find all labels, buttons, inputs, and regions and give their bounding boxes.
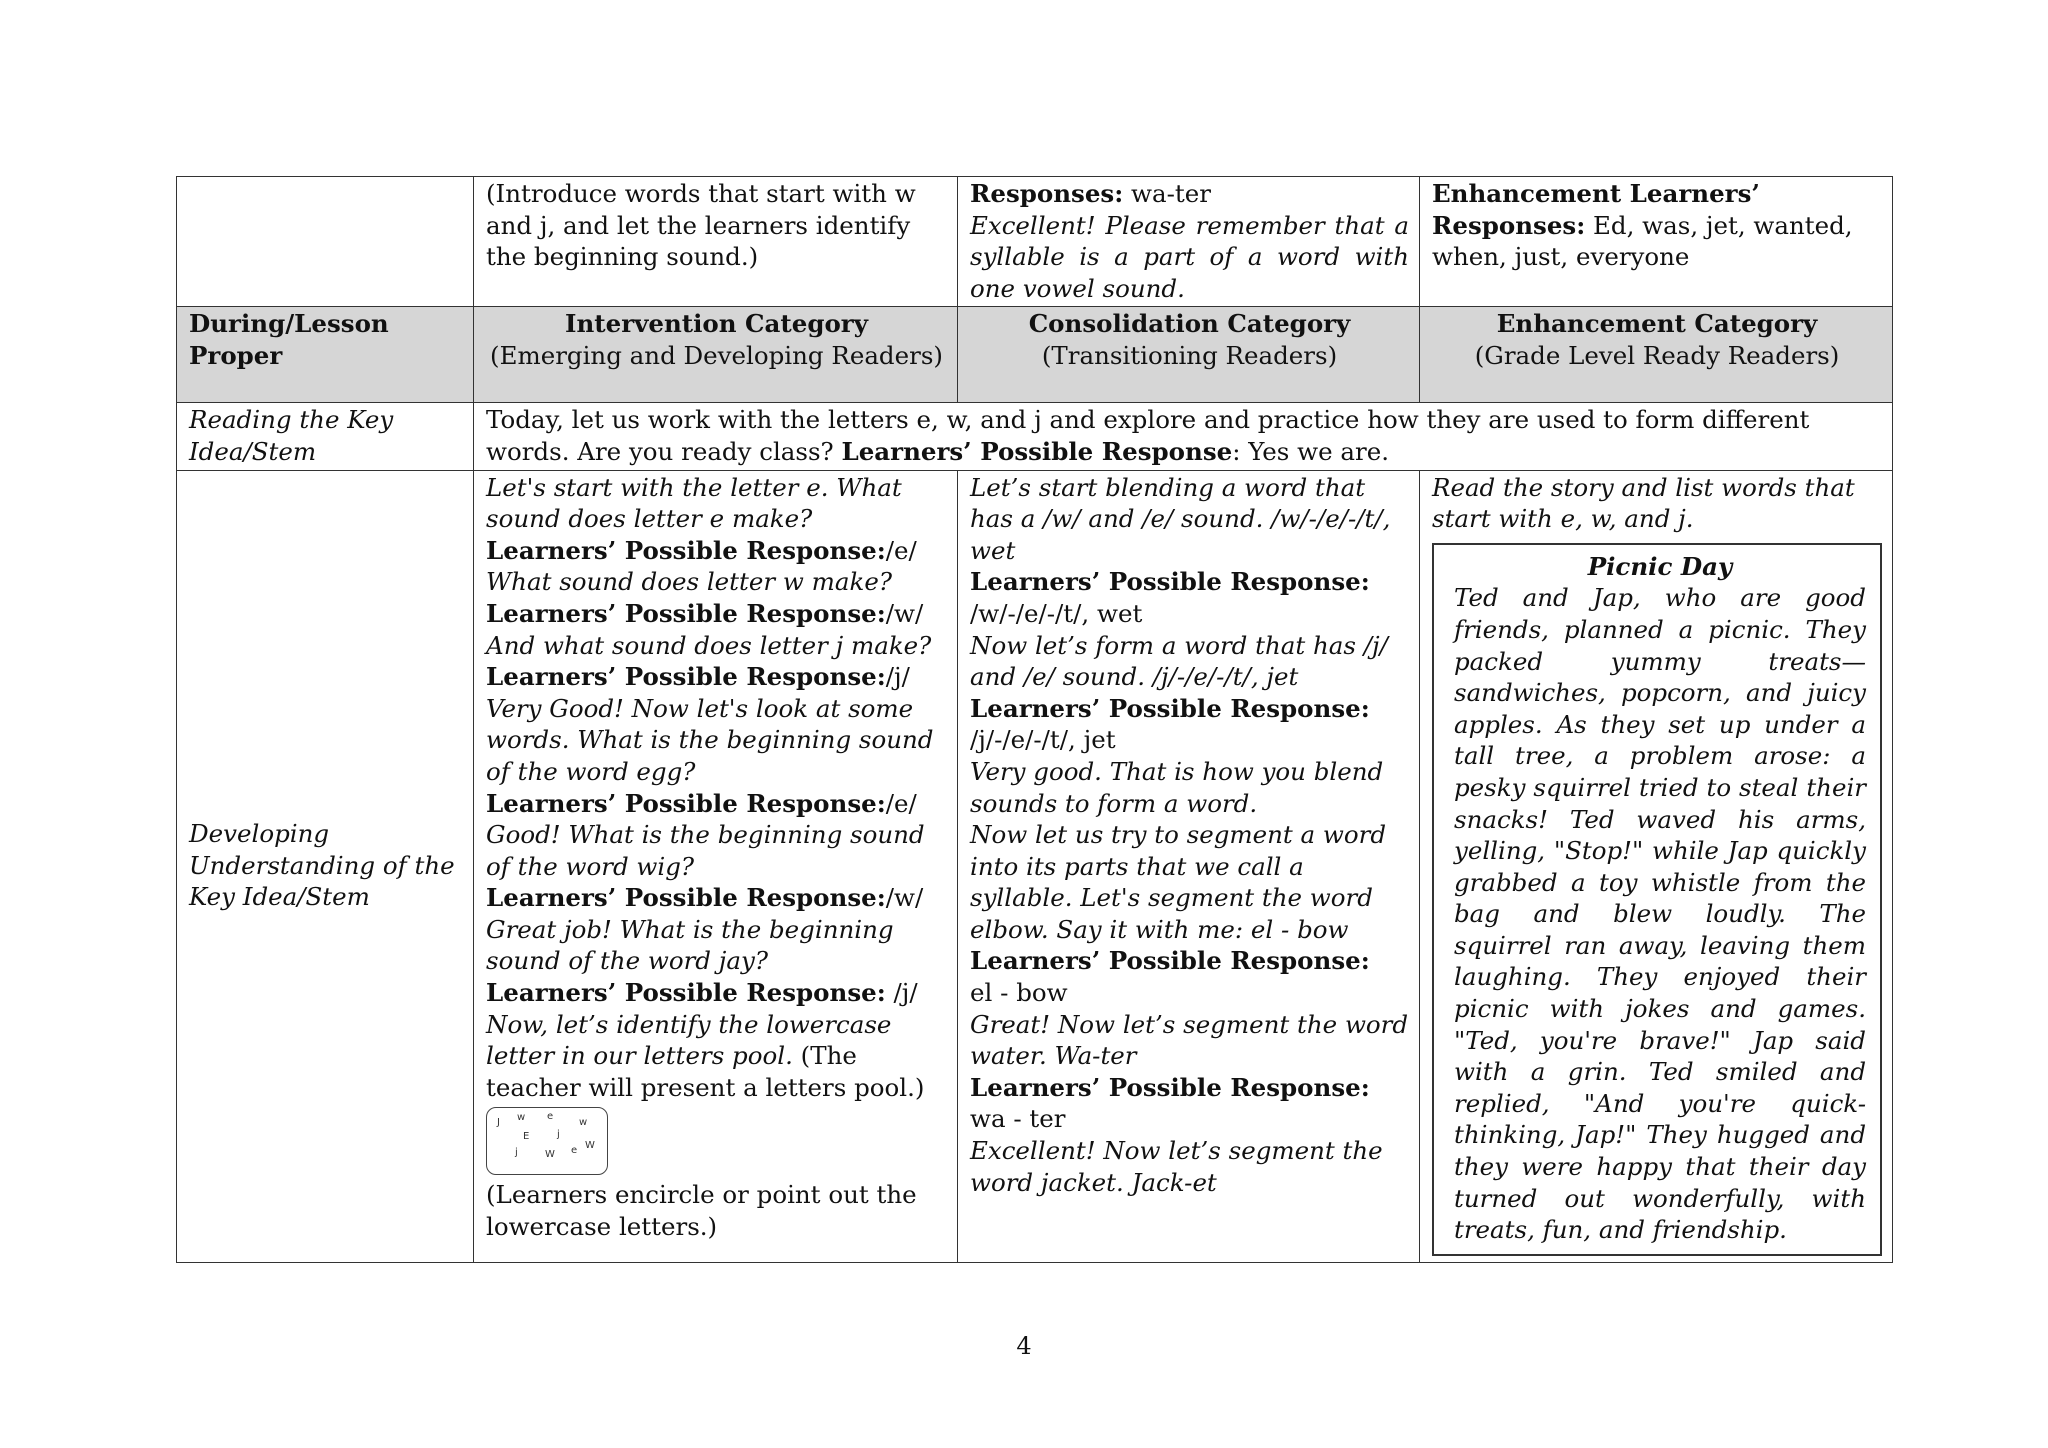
consolidation-header	[958, 307, 1420, 403]
intervention-question: What sound does letter w make?	[486, 567, 892, 597]
response-label: Learners’ Possible Response:	[486, 662, 886, 692]
pool-letter: e	[547, 1111, 554, 1123]
developing-intervention-cell	[474, 470, 958, 1262]
key-idea-label: Reading the Key Idea/Stem	[177, 403, 474, 470]
pool-letter: j	[515, 1147, 518, 1159]
developing-consolidation-cell	[958, 470, 1420, 1262]
pool-letter: J	[497, 1117, 500, 1129]
consolidation-prompt: Great! Now let’s segment the word water. Wa-ter	[970, 1009, 1409, 1071]
letters-pool-note: (The teacher will present a letters pool.)	[486, 1041, 925, 1102]
consolidation-prompt: Now let us try to segment a word into its parts that we call a syllable. Let's segment the word elbow. Say it with me: el - bow	[970, 820, 1387, 944]
consolidation-title: Consolidation Category	[1028, 309, 1351, 339]
category-header-row	[177, 307, 1893, 403]
intervention-closing: (Learners encircle or point out the lowercase letters.)	[486, 1180, 917, 1242]
letters-pool-box	[486, 1107, 608, 1175]
pool-letter: w	[517, 1112, 526, 1124]
consolidation-prompt: Let’s start blending a word that has a /w/ and /e/ sound. /w/-/e/-/t/, wet	[970, 472, 1391, 565]
continuation-row	[177, 177, 1893, 307]
story-box	[1432, 543, 1882, 1256]
response-value: /w/	[885, 598, 924, 628]
phase-title: During/Lesson Proper	[189, 309, 389, 370]
enhancement-instruction: Read the story and list words that start with e, w, and j.	[1432, 472, 1855, 534]
response-label: Learners’ Possible Response:	[486, 598, 886, 628]
response-label: Learners’ Possible Response:	[486, 535, 886, 565]
lesson-plan-table	[176, 176, 1893, 1263]
pool-letter: j	[557, 1129, 560, 1141]
response-label: Learners’ Possible Response:	[970, 567, 1370, 597]
developing-label: Developing Understanding of the Key Idea/Stem	[177, 470, 474, 1262]
consolidation-prompt: Now let’s form a word that has /j/ and /e/ sound. /j/-/e/-/t/, jet	[970, 630, 1388, 692]
enhancement-title: Enhancement Category	[1496, 309, 1818, 339]
response-label: Learners’ Possible Response:	[970, 693, 1370, 723]
key-idea-response-label: Learners’ Possible Response	[841, 436, 1233, 466]
phase-header	[177, 307, 474, 403]
intervention-question: Very Good! Now let's look at some words. What is the beginning sound of the word egg?	[486, 693, 934, 786]
intervention-header	[474, 307, 958, 403]
key-idea-content	[474, 403, 1893, 470]
enhancement-responses-value: Ed, was, jet, wanted, when, just, everyone	[1432, 210, 1853, 272]
letters-pool-prompt: Now, let’s identify the lowercase letter in our letters pool.	[486, 1009, 892, 1071]
response-value: wa - ter	[970, 1104, 1066, 1134]
intervention-question: And what sound does letter j make?	[486, 630, 932, 660]
intervention-subtitle: (Emerging and Developing Readers)	[490, 340, 943, 370]
developing-enhancement-cell	[1420, 470, 1893, 1262]
consolidation-prompt: Very good. That is how you blend sounds to form a word.	[970, 756, 1384, 818]
response-value: /j/-/e/-/t/, jet	[970, 725, 1116, 755]
response-label: Learners’ Possible Response:	[486, 788, 886, 818]
intervention-question: Good! What is the beginning sound of the word wig?	[486, 820, 925, 881]
intervention-title: Intervention Category	[565, 309, 868, 339]
response-label: Learners’ Possible Response:	[486, 978, 886, 1008]
consolidation-subtitle: (Transitioning Readers)	[1041, 340, 1338, 370]
response-value: el - bow	[970, 978, 1068, 1008]
pool-letter: W	[585, 1140, 595, 1152]
responses-value: wa-ter	[1123, 179, 1211, 208]
page-number: 4	[1016, 1332, 1032, 1360]
response-value: /w/	[885, 883, 924, 913]
pool-letter: W	[545, 1149, 555, 1161]
continuation-enhancement-cell	[1420, 177, 1893, 307]
continuation-consolidation-cell	[958, 177, 1420, 307]
pool-letter: E	[523, 1131, 530, 1143]
intervention-question: Let's start with the letter e. What sound does letter e make?	[486, 472, 902, 534]
enhancement-header	[1420, 307, 1893, 403]
responses-label: Responses:	[970, 179, 1124, 208]
consolidation-prompt: Excellent! Now let’s segment the word jacket. Jack-et	[970, 1136, 1383, 1197]
response-value: /j/	[885, 978, 918, 1008]
response-value: /e/	[885, 535, 917, 565]
pool-letter: e	[571, 1145, 578, 1157]
response-label: Learners’ Possible Response:	[970, 946, 1370, 976]
enhancement-subtitle: (Grade Level Ready Readers)	[1474, 340, 1840, 370]
pool-letter: w	[579, 1117, 588, 1129]
key-idea-text: Today, let us work with the letters e, w, and j and explore and practice how they are used to form different words. Are you ready class?	[486, 405, 1810, 466]
enhancement-responses-label: Enhancement Learners’ Responses:	[1432, 179, 1760, 240]
response-value: /j/	[885, 662, 910, 692]
syllable-note: Excellent! Please remember that a syllable is a part of a word with one vowel sound.	[970, 210, 1409, 303]
continuation-intervention-cell	[474, 177, 958, 307]
response-value: /e/	[885, 788, 917, 818]
story-title: Picnic Day	[1587, 551, 1733, 581]
intervention-question: Great job! What is the beginning sound of the word jay?	[486, 914, 894, 976]
response-value: /w/-/e/-/t/, wet	[970, 598, 1143, 628]
key-idea-response: : Yes we are.	[1232, 436, 1390, 466]
response-label: Learners’ Possible Response:	[486, 883, 886, 913]
intervention-instruction: (Introduce words that start with w and j, and let the learners identify the beginning sound.)	[486, 179, 916, 272]
response-label: Learners’ Possible Response:	[970, 1072, 1370, 1102]
continuation-empty-cell	[177, 177, 474, 307]
story-text: Ted and Jap, who are good friends, planned a picnic. They packed yummy treats—sandwiches, popcorn, and juicy apples. As they set up under a tall tree, a problem arose: a pesky squirrel tried to steal their snacks! Ted waved his arms, yelling, "Stop!" while Jap quickly grabbed a toy whistle from the bag and blew loudly. The squirrel ran away, leaving them laughing. They enjoyed their picnic with jokes and games. "Ted, you're brave!" Jap said with a grin. Ted smiled and replied, "And you're quick-thinking, Jap!" They hugged and they were happy that their day turned out wonderfully, with treats, fun, and friendship.	[1454, 583, 1866, 1245]
developing-row	[177, 470, 1893, 1262]
key-idea-row	[177, 403, 1893, 470]
